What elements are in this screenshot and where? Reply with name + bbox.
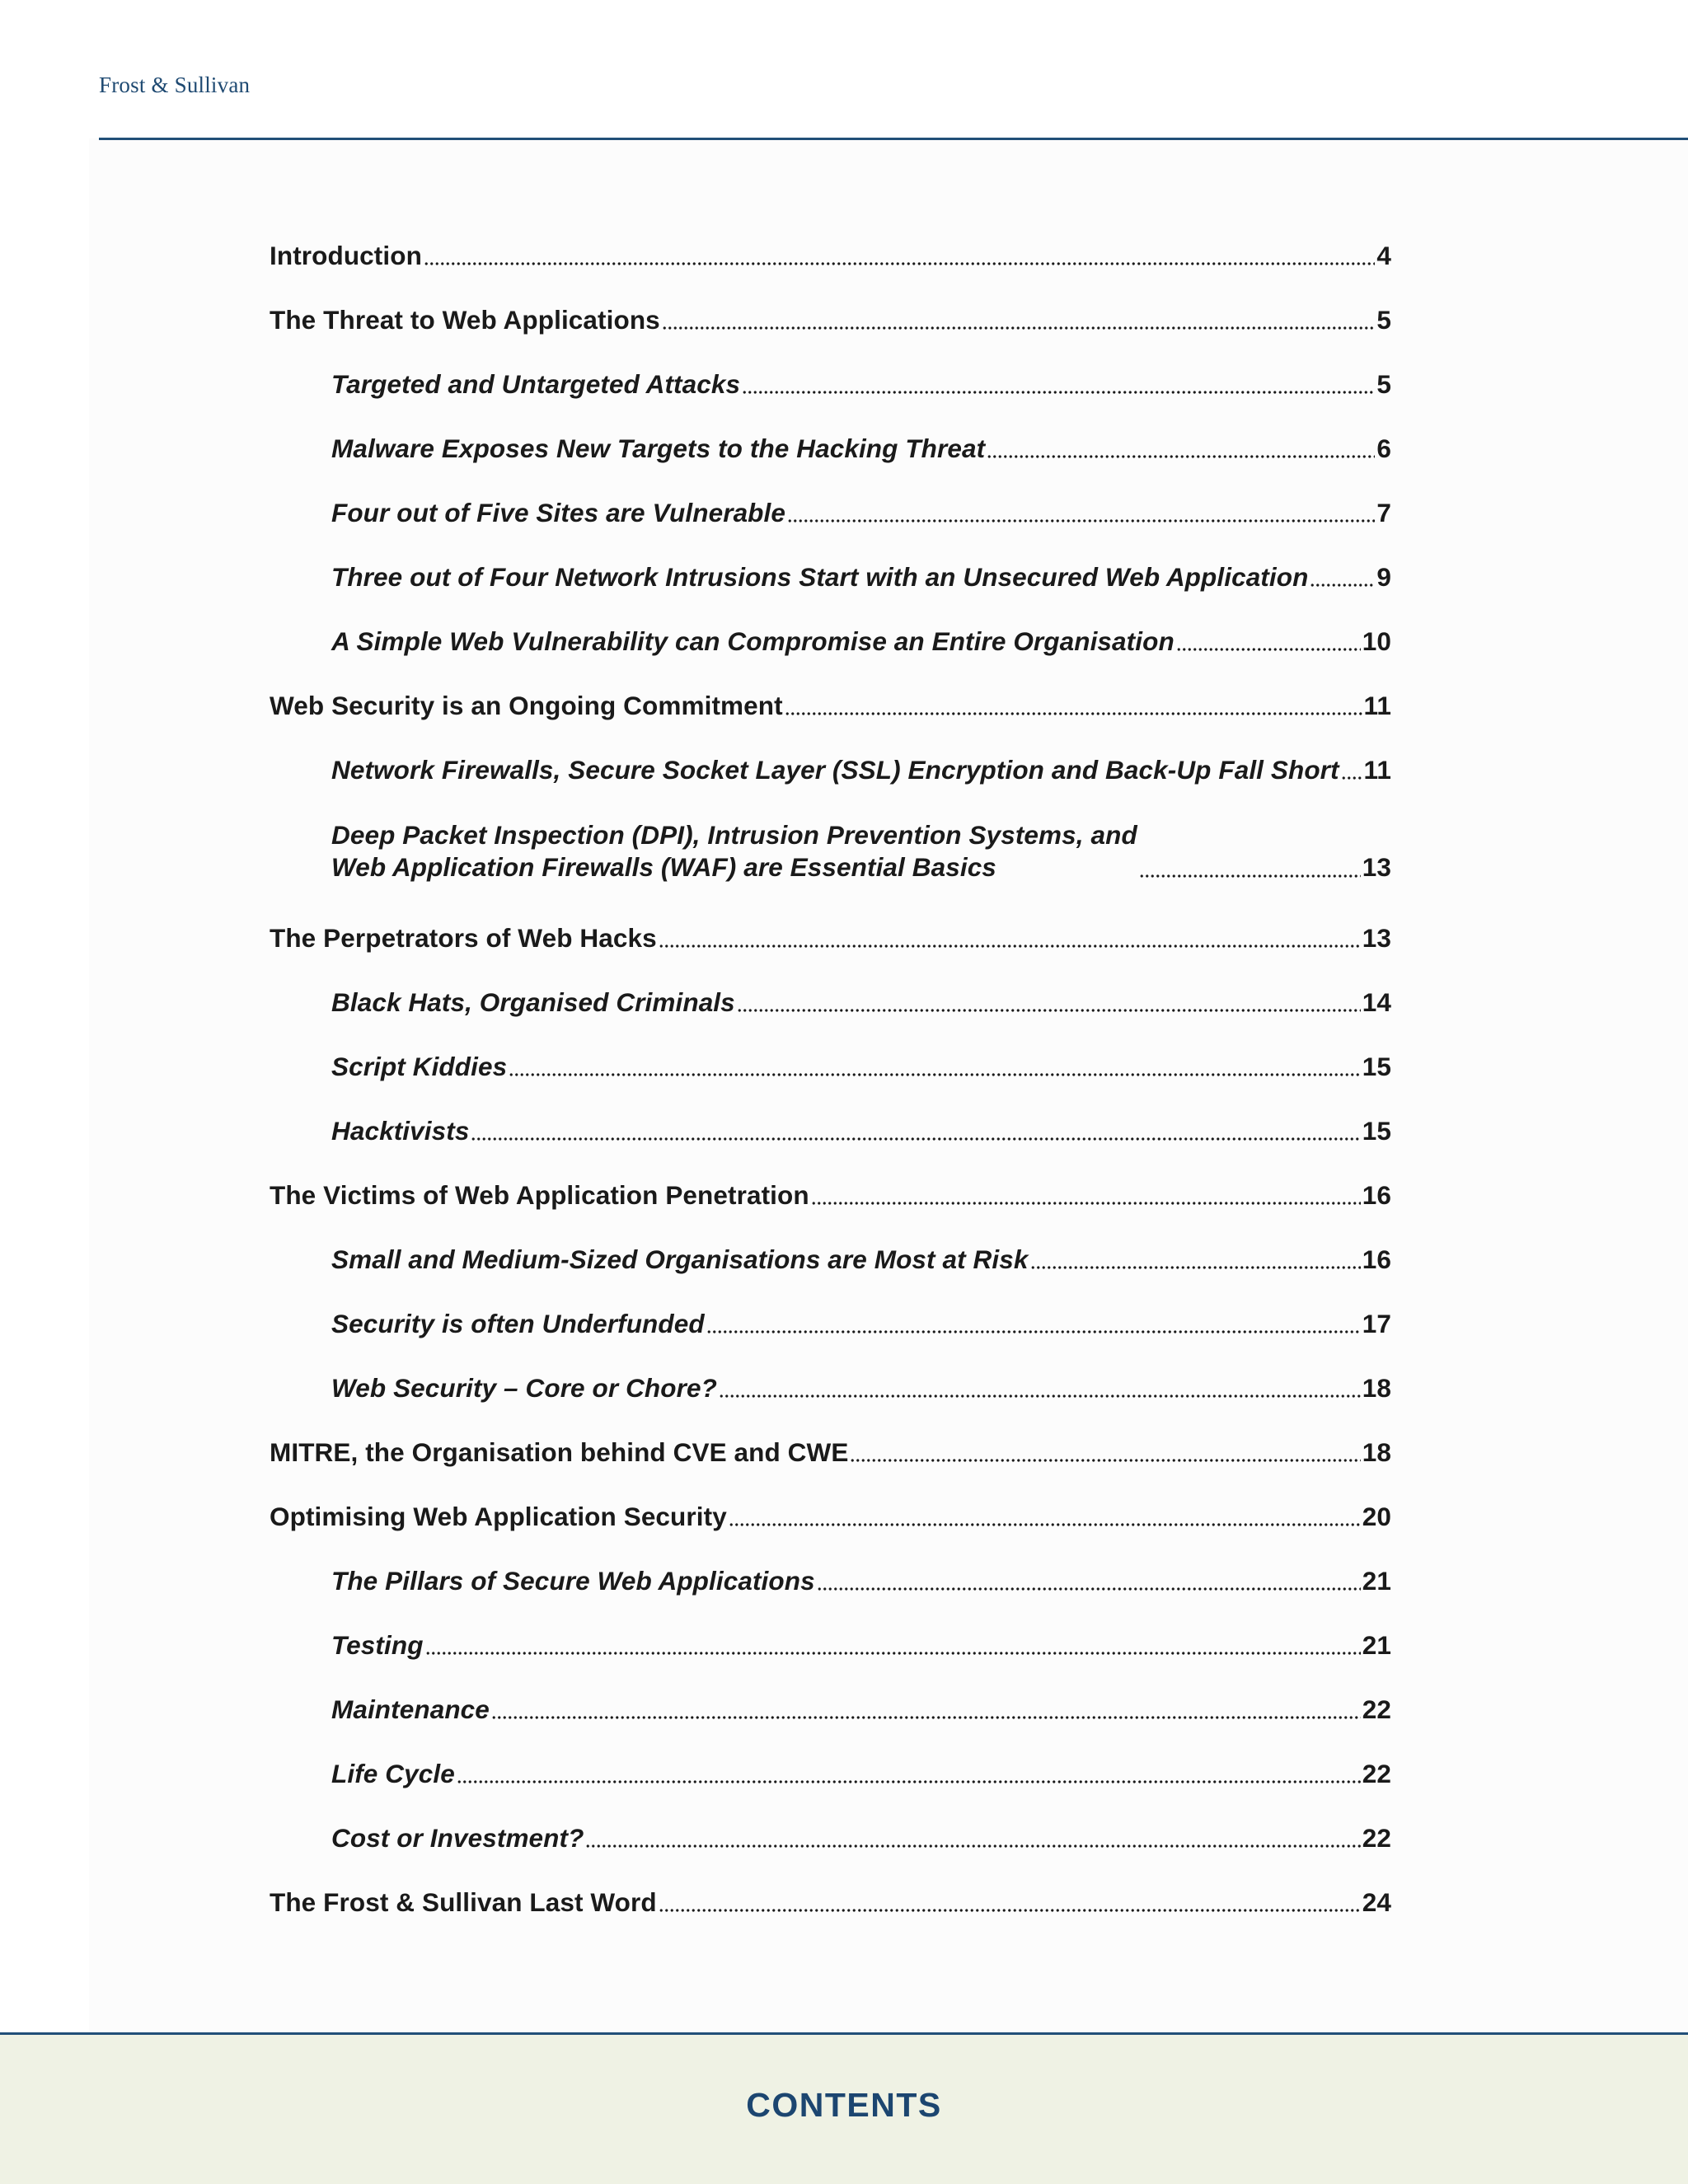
dot-leader (425, 1634, 1361, 1656)
toc-entry-pillars-secure-apps[interactable] (331, 1565, 1391, 1597)
dot-leader (659, 1891, 1361, 1913)
toc-entry-core-or-chore[interactable] (331, 1372, 1391, 1404)
toc-entry-title: Web Security is an Ongoing Commitment (270, 691, 783, 720)
dot-leader (662, 309, 1376, 330)
toc-entry-title: Targeted and Untargeted Attacks (331, 369, 741, 399)
toc-page-number: 18 (1362, 1373, 1391, 1403)
toc-entry-title: The Threat to Web Applications (270, 305, 660, 335)
toc-entry-title: The Perpetrators of Web Hacks (270, 923, 657, 953)
dot-leader (729, 1506, 1361, 1527)
toc-page-number: 18 (1362, 1437, 1391, 1467)
toc-page-number: 16 (1362, 1180, 1391, 1210)
toc-page-number: 17 (1362, 1309, 1391, 1338)
toc-entry-three-out-of-four-intrusions[interactable] (331, 561, 1391, 593)
toc-entry-title: Optimising Web Application Security (270, 1502, 727, 1531)
footer-title: CONTENTS (746, 2086, 942, 2124)
dot-leader (742, 373, 1375, 395)
dot-leader (471, 1120, 1360, 1141)
toc-entry-title: Script Kiddies (331, 1052, 508, 1081)
dot-leader (1030, 1249, 1361, 1270)
dot-leader (659, 927, 1361, 949)
toc-entry-threat-to-web-applications[interactable] (270, 304, 1391, 336)
toc-page-number: 16 (1362, 1244, 1391, 1274)
toc-page-number: 13 (1362, 923, 1391, 953)
toc-entry-title-line-1: Deep Packet Inspection (DPI), Intrusion Prevention Systems, and (331, 820, 1137, 850)
toc-entry-title-line-2: Web Application Firewalls (WAF) are Essential Basics (331, 852, 996, 883)
toc-entry-black-hats-criminals[interactable] (331, 987, 1391, 1019)
toc-page-number: 21 (1362, 1566, 1391, 1596)
toc-entry-title: The Frost & Sullivan Last Word (270, 1887, 657, 1917)
toc-entry-maintenance[interactable] (331, 1694, 1391, 1726)
toc-entry-perpetrators-of-web-hacks[interactable] (270, 922, 1391, 954)
toc-page-number: 22 (1362, 1759, 1391, 1788)
toc-page-number: 5 (1376, 305, 1391, 335)
dot-leader (1310, 566, 1375, 588)
toc-entry-testing[interactable] (331, 1629, 1391, 1661)
toc-entry-last-word[interactable] (270, 1886, 1391, 1919)
toc-entry-title: The Pillars of Secure Web Applications (331, 1566, 815, 1596)
dot-leader (719, 1377, 1361, 1399)
dot-leader (424, 245, 1375, 266)
toc-page-number: 15 (1362, 1116, 1391, 1146)
dot-leader (737, 991, 1361, 1013)
toc-entry-title: Network Firewalls, Secure Socket Layer (SSL) Encryption and Back-Up Fall Short (331, 755, 1339, 785)
toc-entry-life-cycle[interactable] (331, 1758, 1391, 1790)
toc-entry-title: The Victims of Web Application Penetration (270, 1180, 809, 1210)
toc-page-number: 14 (1362, 987, 1391, 1017)
toc-entry-title: Maintenance (331, 1694, 490, 1724)
dot-leader (491, 1699, 1361, 1720)
toc-entry-targeted-untargeted-attacks[interactable] (331, 368, 1391, 401)
toc-page-number: 5 (1376, 369, 1391, 399)
toc-entry-security-underfunded[interactable] (331, 1308, 1391, 1340)
toc-entry-title: Web Security – Core or Chore? (331, 1373, 717, 1403)
toc-entry-script-kiddies[interactable] (331, 1051, 1391, 1083)
toc-entry-optimising-security[interactable] (270, 1501, 1391, 1533)
toc-entry-title: Hacktivists (331, 1116, 470, 1146)
toc-entry-title: Four out of Five Sites are Vulnerable (331, 498, 785, 527)
toc-entry-network-firewalls-ssl-backup[interactable] (331, 754, 1391, 786)
toc-page-number: 22 (1362, 1823, 1391, 1853)
toc-entry-title: Cost or Investment? (331, 1823, 584, 1853)
toc-entry-cost-or-investment[interactable] (331, 1822, 1391, 1854)
dot-leader (1341, 759, 1362, 780)
dot-leader (785, 695, 1362, 716)
dot-leader (987, 438, 1375, 459)
toc-entry-title: A Simple Web Vulnerability can Compromise an Entire Organisation (331, 626, 1175, 656)
toc-entry-simple-web-vulnerability[interactable] (331, 626, 1391, 658)
toc-entry-victims-of-penetration[interactable] (270, 1179, 1391, 1212)
toc-page-number: 7 (1376, 498, 1391, 527)
toc-page-number: 20 (1362, 1502, 1391, 1531)
toc-entry-introduction[interactable] (270, 240, 1391, 272)
toc-page-number: 6 (1376, 434, 1391, 463)
dot-leader (811, 1184, 1361, 1206)
toc-page-number: 22 (1362, 1694, 1391, 1724)
toc-entry-mitre-cve-cwe[interactable] (270, 1436, 1391, 1469)
toc-entry-title: Life Cycle (331, 1759, 455, 1788)
toc-entry-malware-exposes-targets[interactable] (331, 433, 1391, 465)
dot-leader (585, 1827, 1360, 1849)
dot-leader (1176, 630, 1361, 652)
toc-entry-title: MITRE, the Organisation behind CVE and CWE (270, 1437, 849, 1467)
toc-entry-title: Security is often Underfunded (331, 1309, 705, 1338)
toc-entry-title: Black Hats, Organised Criminals (331, 987, 735, 1017)
toc-entry-hacktivists[interactable] (331, 1115, 1391, 1147)
dot-leader (817, 1570, 1361, 1591)
toc-entry-web-security-ongoing-commitment[interactable] (270, 690, 1391, 722)
dot-leader (787, 502, 1375, 523)
toc-entry-title: Introduction (270, 241, 422, 270)
toc-entry-title: Three out of Four Network Intrusions Start with an Unsecured Web Application (331, 562, 1309, 592)
dot-leader (706, 1313, 1361, 1334)
toc-page-number: 11 (1363, 691, 1391, 720)
dot-leader (1139, 857, 1361, 879)
toc-page-number: 13 (1362, 852, 1391, 883)
toc-entry-four-out-of-five-sites[interactable] (331, 497, 1391, 529)
toc-page-number: 15 (1362, 1052, 1391, 1081)
toc-entry-title (331, 819, 1137, 884)
toc-entry-title: Small and Medium-Sized Organisations are Most at Risk (331, 1244, 1029, 1274)
toc-page-number: 11 (1363, 755, 1391, 785)
toc-entry-small-medium-organisations[interactable] (331, 1244, 1391, 1276)
toc-entry-title: Testing (331, 1630, 424, 1660)
toc-entry-title: Malware Exposes New Targets to the Hacking Threat (331, 434, 986, 463)
toc-page-number: 21 (1362, 1630, 1391, 1660)
toc-page-number: 10 (1362, 626, 1391, 656)
toc-page-number: 9 (1376, 562, 1391, 592)
document-header-brand: Frost & Sullivan (99, 73, 251, 97)
toc-page-number: 24 (1362, 1887, 1391, 1917)
dot-leader (850, 1441, 1360, 1463)
toc-entry-dpi-ips-waf[interactable] (331, 819, 1391, 884)
dot-leader (509, 1056, 1361, 1077)
toc-page-number: 4 (1376, 241, 1391, 270)
dot-leader (457, 1763, 1361, 1784)
